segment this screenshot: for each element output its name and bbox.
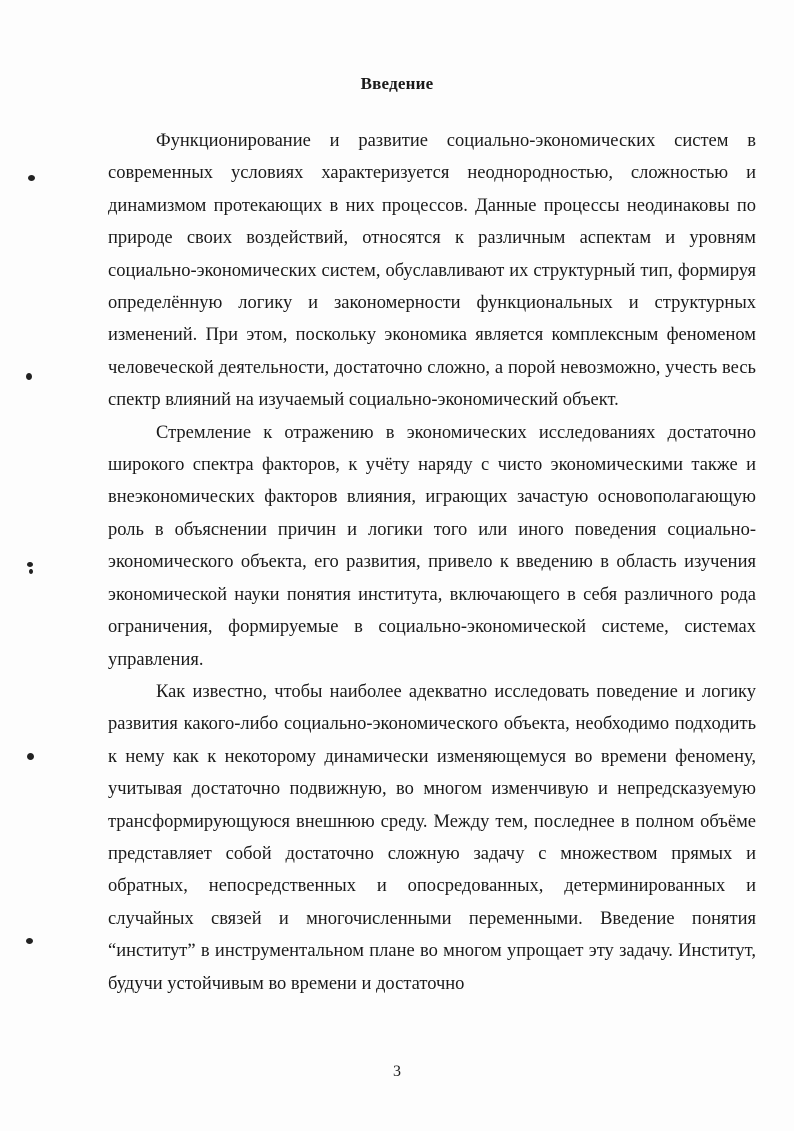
- paragraph-2: Стремление к отражению в экономических исследованиях достаточно широкого спектра факторов, к учёту наряду с чисто экономическими также и внеэкономических факторов влияния, играющих зачастую основополагающую роль в объяснении причин и логики того или иного поведения социально-экономического объекта, его развития, привело к введению в область изучения экономической науки понятия института, включающего в себя различного рода ограничения, формируемые в социально-экономической системе, системах управления.: [108, 422, 756, 670]
- binding-hole-mark: [26, 938, 33, 944]
- binding-hole-mark: [28, 175, 35, 181]
- paragraph-3: Как известно, чтобы наиболее адекватно исследовать поведение и логику развития какого-либо социально-экономического объекта, необходимо подходить к нему как к некоторому динамически изменяющемуся во времени феномену, учитывая достаточно подвижную, во многом изменчивую и непредсказуемую трансформирующуюся внешнюю среду. Между тем, последнее в полном объёме представляет собой достаточно сложную задачу с множеством прямых и обратных, непосредственных и опосредованных, детерминированных и случайных связей и многочисленными переменными. Введение понятия “институт” в инструментальном плане во многом упрощает эту задачу. Институт, будучи устойчивым во времени и достаточно: [108, 681, 756, 994]
- paragraph-1: Функционирование и развитие социально-экономических систем в современных условиях характеризуется неоднородностью, сложностью и динамизмом протекающих в них процессов. Данные процессы неодинаковы по природе своих воздействий, относятся к различным аспектам и уровням социально-экономических систем, обуславливают их структурный тип, формируя определённую логику и закономерности функциональных и структурных изменений. При этом, поскольку экономика является комплексным феноменом человеческой деятельности, достаточно сложно, а порой невозможно, учесть весь спектр влияний на изучаемый социально-экономический объект.: [108, 131, 756, 411]
- binding-hole-mark: [26, 373, 32, 380]
- page-number: 3: [393, 1063, 401, 1080]
- page-title: Введение: [360, 74, 434, 93]
- binding-hole-mark: [29, 569, 33, 574]
- binding-hole-mark: [27, 562, 33, 567]
- body-text: [108, 125, 756, 1000]
- binding-hole-mark: [27, 753, 34, 760]
